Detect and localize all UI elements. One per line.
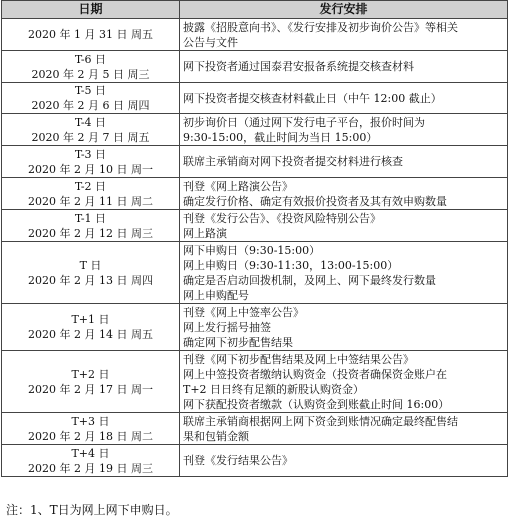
arrangement-line: 网上申购配号	[183, 288, 249, 302]
date-column-header: 日期	[2, 1, 180, 19]
date-line: T-4 日	[74, 115, 107, 129]
date-line: 2020 年 2 月 12 日 周三	[28, 226, 153, 240]
table-row	[2, 83, 508, 114]
arrangement-cell	[180, 146, 508, 178]
date-line: T+4 日	[71, 446, 110, 460]
date-cell	[2, 413, 180, 445]
table-row	[2, 304, 508, 351]
arrangement-cell	[180, 304, 508, 351]
date-line: T+3 日	[71, 414, 110, 428]
date-line: 2020 年 2 月 6 日 周四	[31, 99, 150, 112]
arrangement-line: 网下获配投资者缴款（认购资金到账截止时间 16:00）	[183, 397, 450, 411]
date-cell	[2, 210, 180, 242]
arrangement-line: 网下投资者提交核查材料截止日（中午 12:00 截止）	[183, 91, 442, 105]
table-row	[2, 351, 508, 413]
table-row	[2, 242, 508, 304]
date-cell	[2, 445, 180, 477]
table-row	[2, 19, 508, 51]
arrangement-cell	[180, 210, 508, 242]
date-line: 2020 年 2 月 19 日 周三	[28, 461, 153, 475]
table-row	[2, 146, 508, 178]
arrangement-line: 网上申购日（9:30-11:30，13:00-15:00）	[183, 258, 399, 272]
date-line: 2020 年 2 月 17 日 周一	[28, 382, 153, 396]
date-line: T-2 日	[74, 179, 107, 193]
date-line: T+1 日	[71, 313, 110, 326]
date-line: T-5 日	[74, 84, 107, 97]
date-cell	[2, 146, 180, 178]
arrangement-column-header: 发行安排	[180, 1, 508, 19]
table-row	[2, 114, 508, 146]
date-cell	[2, 114, 180, 146]
date-line: 2020 年 2 月 11 日 周二	[28, 194, 153, 208]
date-line: 2020 年 2 月 18 日 周二	[28, 429, 153, 443]
arrangement-line: 披露《招股意向书》、《发行安排及初步询价公告》等相关	[183, 20, 458, 34]
date-cell	[2, 242, 180, 304]
date-cell	[2, 83, 180, 114]
arrangement-line: 联席主承销商根据网上网下资金到账情况确定最终配售结	[183, 414, 458, 428]
arrangement-cell	[180, 114, 508, 146]
table-row	[2, 178, 508, 210]
arrangement-line: T+2 日日终有足额的新股认购资金）	[183, 382, 365, 396]
table-row	[2, 413, 508, 445]
arrangement-cell	[180, 83, 508, 114]
arrangement-line: 网下申购日（9:30-15:00）	[183, 243, 321, 257]
date-cell	[2, 304, 180, 351]
date-line: 2020 年 2 月 13 日 周四	[28, 273, 153, 287]
arrangement-line: 9:30-15:00，截止时间为当日 15:00）	[183, 130, 378, 144]
arrangement-line: 确定发行价格、确定有效报价投资者及其有效申购数量	[183, 194, 447, 208]
arrangement-line: 初步询价日（通过网下发行电子平台，报价时间为	[183, 115, 425, 129]
arrangement-line: 果和包销金额	[183, 429, 249, 443]
arrangement-line: 公告与文件	[183, 35, 238, 49]
date-line: T 日	[79, 258, 102, 272]
date-cell	[2, 51, 180, 83]
date-line: 2020 年 1 月 31 日 周五	[28, 28, 153, 41]
date-line: T-3 日	[74, 147, 107, 161]
table-header-row	[2, 1, 508, 19]
arrangement-line: 网上路演	[183, 226, 227, 240]
date-line: 2020 年 2 月 10 日 周一	[28, 162, 153, 176]
arrangement-cell	[180, 19, 508, 51]
arrangement-line: 刊登《网下初步配售结果及网上中签结果公告》	[183, 352, 414, 366]
arrangement-line: 网下投资者通过国泰君安报备系统提交核查材料	[183, 60, 414, 73]
arrangement-cell	[180, 178, 508, 210]
date-line: 2020 年 2 月 14 日 周五	[28, 328, 153, 341]
schedule-body	[2, 19, 508, 477]
date-cell	[2, 178, 180, 210]
arrangement-line: 刊登《发行结果公告》	[183, 454, 293, 467]
arrangement-line: 联席主承销商对网下投资者提交材料进行核查	[183, 155, 403, 168]
arrangement-line: 刊登《网上路演公告》	[183, 179, 293, 193]
date-cell	[2, 351, 180, 413]
date-line: T-1 日	[74, 211, 107, 225]
arrangement-line: 网上发行摇号抽签	[183, 320, 271, 334]
arrangement-cell	[180, 242, 508, 304]
arrangement-line: 刊登《网上中签率公告》	[183, 305, 304, 319]
date-line: 2020 年 2 月 5 日 周三	[31, 67, 150, 81]
issuance-schedule-table	[1, 0, 508, 477]
arrangement-cell	[180, 445, 508, 477]
table-row	[2, 210, 508, 242]
arrangement-line: 刊登《发行公告》、《投资风险特别公告》	[183, 211, 381, 225]
table-row	[2, 445, 508, 477]
date-line: T-6 日	[74, 52, 107, 66]
arrangement-cell	[180, 413, 508, 445]
date-line: 2020 年 2 月 7 日 周五	[31, 130, 150, 144]
arrangement-line: 确定是否启动回拨机制，及网上、网下最终发行数量	[183, 273, 436, 287]
date-line: T+2 日	[71, 367, 110, 381]
arrangement-line: 网上中签投资者缴纳认购资金（投资者确保资金账户在	[183, 367, 447, 381]
arrangement-line: 确定网下初步配售结果	[183, 335, 293, 349]
footnote: 注：1、T日为网上网下申购日。	[6, 503, 178, 517]
date-cell	[2, 19, 180, 51]
arrangement-cell	[180, 51, 508, 83]
table-row	[2, 51, 508, 83]
arrangement-cell	[180, 351, 508, 413]
